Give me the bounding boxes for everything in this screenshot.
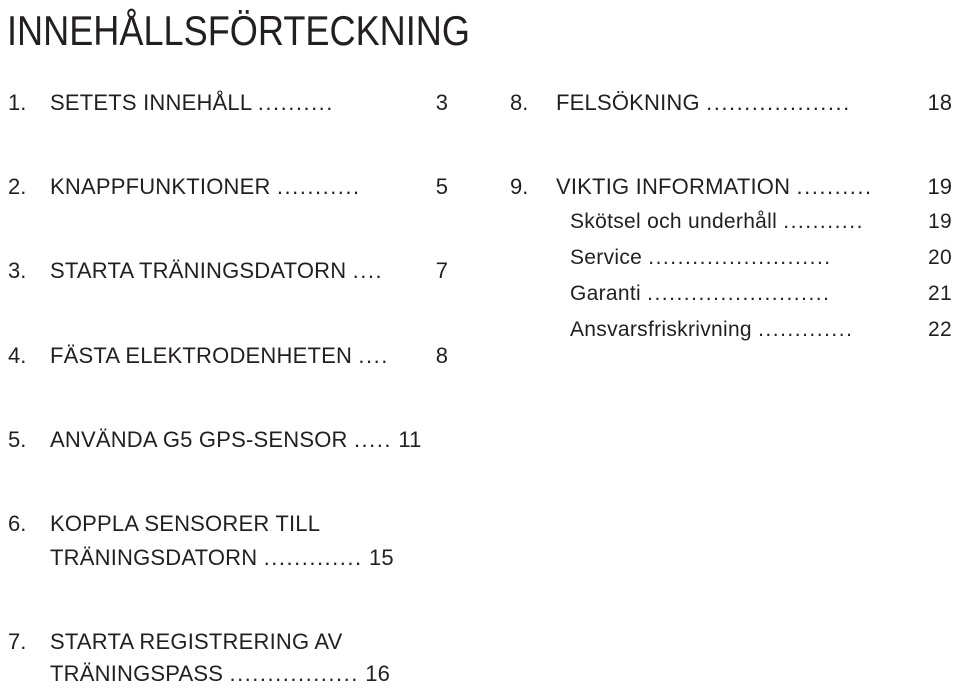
toc-subentry-2[interactable] [570, 243, 952, 273]
toc-entry-page: 16 [365, 661, 391, 686]
toc-subentry-dots: ......................... [648, 246, 832, 269]
toc-entry-number: 9. [510, 174, 529, 199]
toc-entry-2[interactable] [8, 170, 448, 204]
toc-subentry-dots: ......................... [647, 282, 831, 305]
toc-entry-page: 15 [368, 545, 394, 570]
toc-subentry-dots: ........... [783, 210, 864, 233]
toc-entry-number: 3. [8, 258, 27, 283]
toc-entry-7[interactable] [8, 625, 448, 693]
toc-entry-title-line2: TRÄNINGSDATORN ............. 15 [50, 545, 394, 570]
toc-subentry-page: 19 [928, 210, 952, 233]
toc-subentry-page: 22 [928, 318, 952, 341]
toc-entry-page: 8 [435, 343, 448, 368]
page-title: INNEHÅLLSFÖRTECKNING [7, 7, 470, 54]
toc-entry-number: 6. [8, 511, 27, 536]
toc-entry-title: STARTA TRÄNINGSDATORN .... [50, 258, 384, 283]
toc-entry-title: KNAPPFUNKTIONER ........... [50, 174, 361, 199]
toc-entry-page: 5 [435, 174, 448, 199]
toc-subentry-title: Service [570, 246, 643, 269]
toc-entry-title: ANVÄNDA G5 GPS-SENSOR ..... 11 [50, 427, 422, 452]
toc-entry-title: VIKTIG INFORMATION .......... [556, 174, 873, 199]
toc-entry-5[interactable] [8, 423, 448, 457]
toc-entry-3[interactable] [8, 254, 448, 288]
toc-entry-number: 2. [8, 174, 27, 199]
toc-subentry-1[interactable] [570, 207, 952, 237]
toc-entry-title: SETETS INNEHÅLL .......... [50, 90, 334, 115]
toc-subentry-title: Ansvarsfriskrivning [570, 318, 752, 341]
toc-entry-9[interactable] [510, 170, 952, 204]
toc-subentry-title: Skötsel och underhåll [570, 210, 778, 233]
toc-subentry-4[interactable] [570, 315, 952, 345]
toc-entry-title-line1: KOPPLA SENSORER TILL [50, 511, 321, 536]
toc-entry-page: 18 [927, 90, 952, 115]
toc-entry-number: 7. [8, 629, 27, 654]
toc-entry-title-line2: TRÄNINGSPASS ................. 16 [50, 661, 391, 686]
toc-entry-number: 8. [510, 90, 529, 115]
toc-entry-title: FELSÖKNING ................... [556, 90, 851, 115]
toc-entry-number: 1. [8, 90, 27, 115]
toc-entry-8[interactable] [510, 86, 952, 120]
toc-entry-page: 11 [398, 427, 422, 452]
toc-entry-1[interactable] [8, 86, 448, 120]
toc-entry-page: 7 [435, 258, 448, 283]
toc-subentry-page: 20 [928, 246, 952, 269]
toc-subentry-3[interactable] [570, 279, 952, 309]
toc-entry-title: FÄSTA ELEKTRODENHETEN .... [50, 343, 389, 368]
toc-entry-page: 3 [435, 90, 448, 115]
toc-entry-4[interactable] [8, 339, 448, 373]
toc-entry-title-line1: STARTA REGISTRERING AV [50, 629, 343, 654]
toc-entry-number: 4. [8, 343, 27, 368]
toc-subentry-dots: ............. [758, 318, 854, 341]
toc-subentry-title: Garanti [570, 282, 641, 305]
toc-entry-number: 5. [8, 427, 27, 452]
toc-entry-page: 19 [927, 174, 952, 199]
toc-entry-6[interactable] [8, 507, 448, 575]
toc-subentry-page: 21 [928, 282, 952, 305]
